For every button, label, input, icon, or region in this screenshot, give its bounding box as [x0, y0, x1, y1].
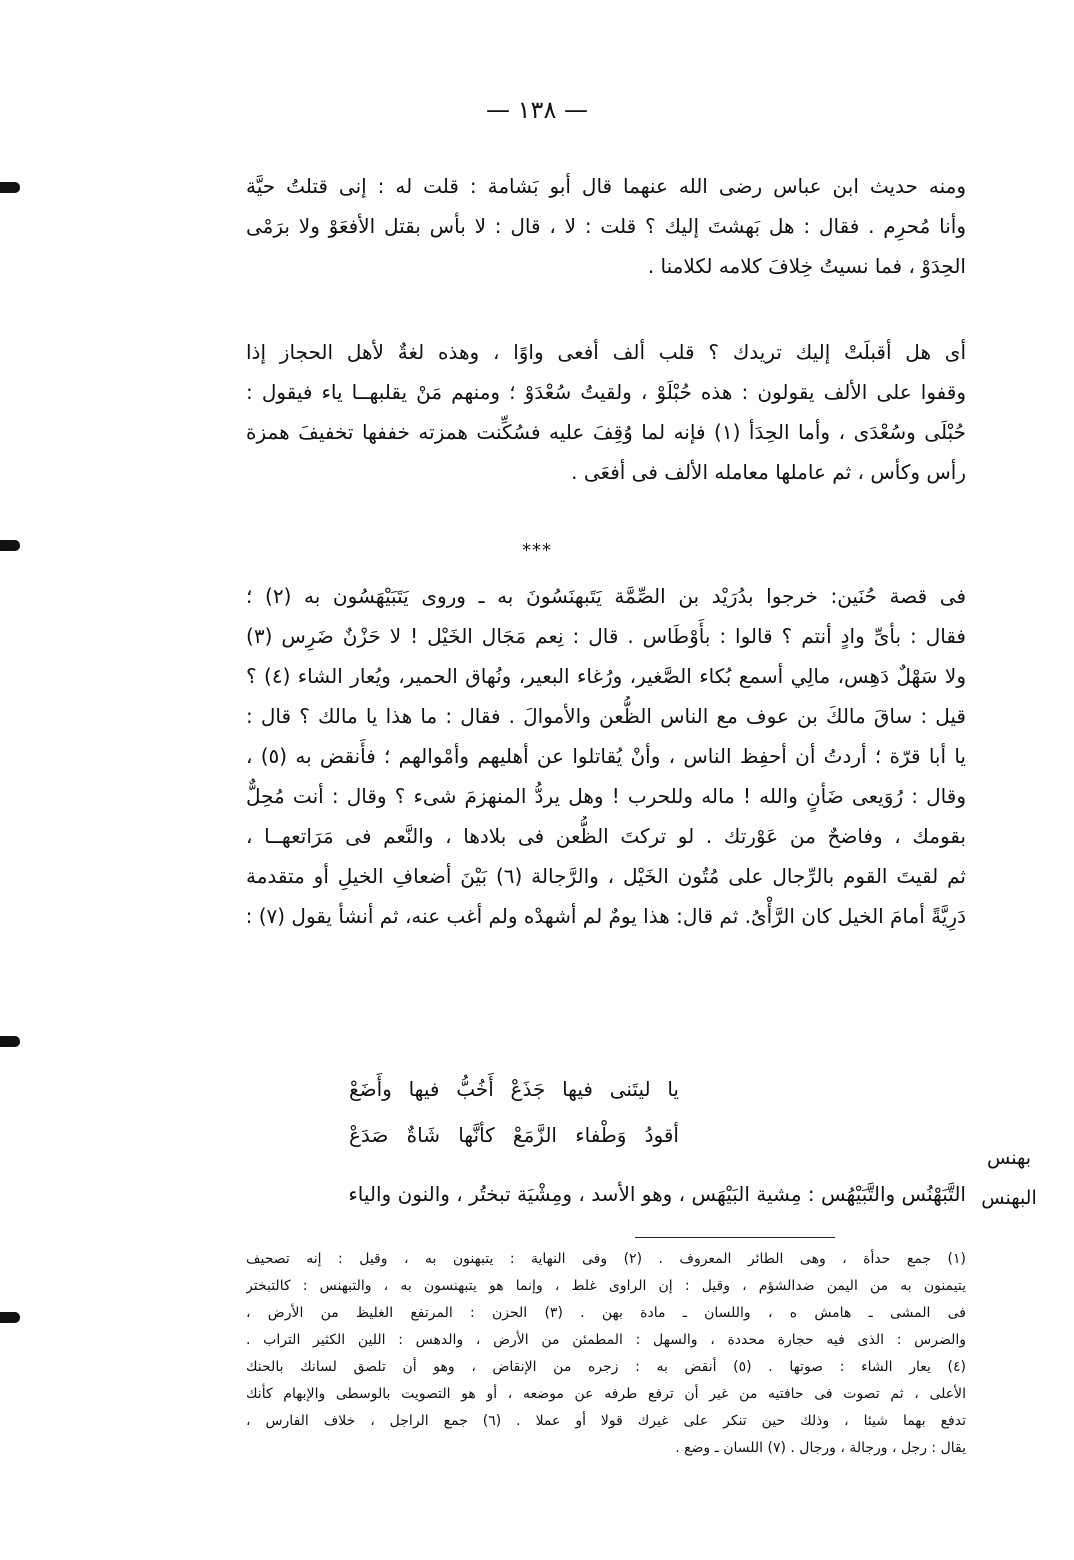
- text-line: وقفوا على الألف يقولون : هذه حُبْلَوْ ، ولقيتُ سُعْدَوْ ؛ ومنهم مَنْ يقلبهــا ياء فيقول :: [246, 380, 966, 404]
- text-line: دَرِيَّةً أمامَ الخيل كان الرَّأْىُ. ثم قال: هذا يومٌ لم أشهدْه ولم أغب عنه، ثم أنشأ يقول (٧) :: [246, 904, 966, 928]
- text-line: ولا سَهْلٌ دَهِس، مالِي أسمع بُكاء الصَّغير، ورُغاء البعير، ونُهاق الحمير، ويُعار الشاء (٤) ؟: [246, 664, 966, 688]
- text-line: بقومك ، وفاضحٌ من عَوْرتك . لو تركتَ الظُّعن فى بلادها ، والنَّعم فى مَرَاتعهــا ،: [246, 824, 966, 848]
- binding-mark: [0, 1312, 20, 1323]
- binding-mark: [0, 540, 20, 551]
- text-line: رأس وكأس ، ثم عاملها معامله الألف فى أفعَى .: [571, 460, 966, 484]
- text-line: يا أبا قرّة ؛ أردتُ أن أحفِظ الناس ، وأنْ يُقاتلوا عن أهليهم وأمْوالهم ؛ فأَنقض به (٥) ،: [246, 744, 966, 768]
- text-line: التَّبَهْنُس والتَّبَيْهُس : مِشية البَيْهَس ، وهو الأسد ، ومِشْيَة تبختُر ، والنون والياء: [348, 1182, 966, 1206]
- footnote-line: والضرس : الذى فيه حجارة محددة ، والسهل : المطمئن من الأرض ، والدهس : اللين الكثير التراب .: [246, 1332, 966, 1348]
- text-line: ثم لقيتَ القوم بالرِّجال على مُتُون الخَيْل ، والرَّجالة (٦) بَيْنَ أضعافِ الخيلِ أو متقدمة: [246, 864, 966, 888]
- text-line: وقال : رُوَيعى ضَأنٍ والله ! ماله وللحرب ! وهل يردُّ المنهزمَ شىء ؟ وقال : أنت مُحِلٌّ: [246, 784, 966, 808]
- footnote-line: (١) جمع حدأة ، وهى الطائر المعروف . (٢) وفى النهاية : يتبهنون به ، وقيل : إنه تصحيف: [246, 1251, 966, 1267]
- binding-mark: [0, 182, 20, 193]
- verse-line-2: أقودُ وَطْفاء الزَّمَعْ كأنَّها شَاةٌ صَدَعْ: [349, 1123, 679, 1147]
- section-separator: ***: [522, 540, 552, 561]
- footnote-line: الأعلى ، ثم تصوت فى حافتيه من غير أن ترفع طرفه عن موضعه ، أو هو التصويت بالوسطى والإبهام كأنك: [246, 1386, 966, 1402]
- binding-mark: [0, 1036, 20, 1047]
- text-line: فقال : بأىِّ وادٍ أنتم ؟ قالوا : بأَوْطَاس . قال : نِعم مَجَال الخَيْل ! لا حَزْنٌ ضَرِس (٣): [246, 624, 966, 648]
- text-line: ومنه حديث ابن عباس رضى الله عنهما قال أبو بَشامة : قلت له : إنى قتلتُ حيَّة: [246, 174, 966, 198]
- text-line: أى هل أقبلَتْ إليك تريدك ؟ قلب ألف أفعى واوًا ، وهذه لغةٌ لأهل الحجاز إذا: [246, 340, 966, 364]
- footnote-divider: [635, 1237, 835, 1238]
- footnote-line: فى المشى ـ هامش ه ، واللسان ـ مادة بهن . (٣) الحزن : المرتفع الغليظ من الأرض ،: [246, 1305, 966, 1321]
- footnote-line: يقال : رجل ، ورجالة ، ورجال . (٧) اللسان ـ وضع .: [675, 1440, 966, 1456]
- closing-line: [246, 1174, 966, 1214]
- margin-note-2: البهنس: [981, 1187, 1037, 1209]
- paragraph-3: [246, 576, 966, 936]
- paragraph-2: [246, 332, 966, 492]
- footnote-line: (٤) يعار الشاء : صوتها . (٥) أنقض به : زجره من الإنقاض ، وهو أن تلصق لسانك بالحنك: [246, 1359, 966, 1375]
- text-line: وأنا مُحرِم . فقال : هل بَهشتَ إليك ؟ قلت : لا ، قال : لا بأس بقتل الأفعَوْ ولا برَمْى: [246, 214, 966, 238]
- text-line: فى قصة حُنَين: خرجوا بدُرَيْد بن الصِّمَّة يَتَبهنَسُونَ به ـ وروى يَتَبَيْهَسُون به (٢) ؛: [246, 584, 966, 608]
- margin-note-1: بهنس: [986, 1147, 1031, 1169]
- paragraph-1: [246, 166, 966, 286]
- footnotes: [246, 1246, 966, 1462]
- page-number: — ١٣٨ —: [486, 96, 588, 124]
- text-line: الحِدَوْ ، فما نسيتُ خِلافَ كلامه لكلامنا .: [647, 254, 966, 278]
- footnote-line: يتيمنون به من اليمن ضدالشؤم ، وقيل : إن الراوى غلط ، وإنما هو يتبهنسون به ، والتبهنس : كالتبختر: [246, 1278, 966, 1294]
- footnote-line: تدفع بهما شيئا ، وذلك حين تنكر على غيرك قولا أو عملا . (٦) جمع الراجل ، خلاف الفارس ،: [246, 1413, 966, 1429]
- verse-line-1: يا ليتَنى فيها جَذَعْ أَخُبُّ فيها وأَضَعْ: [349, 1077, 679, 1101]
- text-line: قيل : ساقَ مالكَ بن عوف مع الناس الظُّعن والأموالَ . فقال : ما هذا يا مالك ؟ قال :: [246, 704, 966, 728]
- text-line: حُبْلَى وسُعْدَى ، وأما الحِدَأ (١) فإنه لما وُقِفَ عليه فسُكِّنت همزته خففها تخفيفَ همزة: [246, 420, 966, 444]
